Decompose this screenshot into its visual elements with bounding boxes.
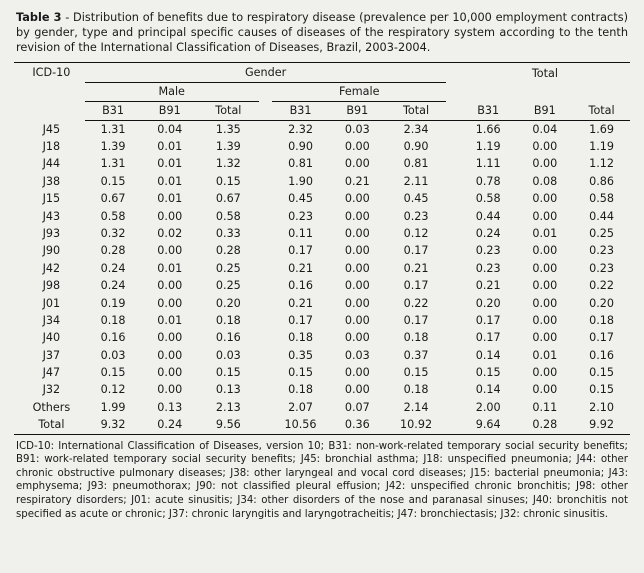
cell-female-total: 0.18: [403, 331, 429, 345]
cell-total-b31: 0.58: [475, 192, 501, 206]
table-row: [14, 347, 630, 364]
cell-total-b91: 0.01: [532, 348, 558, 362]
cell-spacer-b: [446, 312, 459, 329]
cell-total-b91: 0.00: [532, 192, 558, 206]
cell-male-total: 1.32: [215, 157, 241, 171]
header-total-blank: [460, 82, 630, 101]
col-total-b31: B31: [460, 101, 517, 120]
cell-spacer-b: [446, 242, 459, 259]
cell-spacer-b: [446, 155, 459, 172]
cell-female-b31: 0.21: [288, 296, 313, 310]
cell-total-b31: 0.21: [475, 279, 501, 293]
table-row: [14, 190, 630, 207]
cell-total-b91: 0.00: [532, 157, 558, 171]
cell-total-total: 0.18: [589, 313, 615, 327]
cell-male-total: 0.25: [215, 261, 241, 275]
cell-male-b91: 0.01: [157, 192, 183, 206]
cell-female-total: 2.14: [403, 400, 429, 414]
cell-spacer-b: [446, 173, 459, 190]
table-row: [14, 208, 630, 225]
cell-male-b91: 0.01: [157, 157, 183, 171]
cell-total-total: 1.12: [589, 157, 615, 171]
cell-total-total: 0.25: [589, 226, 615, 240]
cell-female-total: 0.21: [403, 261, 429, 275]
cell-female-b91: 0.00: [344, 192, 370, 206]
cell-female-b31: 0.18: [288, 331, 313, 345]
cell-total-total: 0.23: [589, 261, 615, 275]
table-row: [14, 225, 630, 242]
header-spacer-1: [259, 82, 272, 101]
cell-female-total: 2.34: [403, 122, 429, 136]
cell-spacer-a: [259, 242, 272, 259]
cell-total-b91: 0.00: [532, 261, 558, 275]
cell-spacer-a: [259, 416, 272, 434]
cell-male-b31: 0.18: [100, 313, 126, 327]
cell-spacer-a: [259, 312, 272, 329]
cell-female-b31: 0.81: [288, 157, 313, 171]
cell-male-b31: 1.39: [100, 139, 126, 153]
header-female: Female: [272, 82, 446, 101]
caption-dash: -: [61, 11, 74, 24]
cell-total-total: 0.20: [589, 296, 615, 310]
cell-female-b91: 0.00: [344, 296, 370, 310]
cell-total-b91: 0.00: [532, 331, 558, 345]
cell-male-b91: 0.00: [157, 331, 183, 345]
row-label: J37: [42, 348, 61, 362]
cell-total-total: 0.16: [589, 348, 615, 362]
cell-total-b91: 0.00: [532, 296, 558, 310]
col-female-b91: B91: [329, 101, 386, 120]
cell-female-b91: 0.00: [344, 209, 370, 223]
cell-total-total: 1.69: [589, 122, 615, 136]
header-row-columns: [14, 101, 630, 120]
cell-male-b91: 0.04: [157, 122, 183, 136]
cell-spacer-b: [446, 295, 459, 312]
cell-male-b91: 0.00: [157, 383, 183, 397]
cell-male-b91: 0.00: [157, 209, 183, 223]
row-label: J42: [42, 261, 61, 275]
cell-spacer-a: [259, 155, 272, 172]
cell-male-total: 1.39: [215, 139, 241, 153]
table-row: [14, 173, 630, 190]
cell-female-b31: 0.35: [288, 348, 313, 362]
cell-female-b31: 10.56: [272, 416, 329, 434]
cell-spacer-a: [259, 381, 272, 398]
cell-female-b91: 0.00: [344, 279, 370, 293]
cell-total-b31: 1.11: [475, 157, 501, 171]
cell-spacer-b: [446, 225, 459, 242]
cell-female-b31: 0.17: [288, 244, 313, 258]
row-label: J01: [42, 296, 61, 310]
cell-spacer-a: [259, 120, 272, 138]
cell-male-b31: 0.24: [100, 261, 126, 275]
cell-female-total: 0.12: [403, 226, 429, 240]
cell-female-b31: 0.16: [288, 279, 313, 293]
cell-total-total: 0.15: [589, 383, 615, 397]
cell-female-b31: 0.18: [288, 383, 313, 397]
table-number: Table 3: [16, 11, 62, 24]
cell-female-b91: 0.00: [344, 226, 370, 240]
cell-spacer-b: [446, 190, 459, 207]
cell-female-b31: 2.07: [288, 400, 313, 414]
cell-total-b31: 0.17: [475, 331, 501, 345]
cell-female-b91: 0.07: [344, 400, 370, 414]
cell-male-total: 0.13: [215, 383, 241, 397]
table-row: [14, 138, 630, 155]
cell-total-b91: 0.11: [532, 400, 558, 414]
cell-spacer-a: [259, 347, 272, 364]
cell-female-b31: 0.17: [288, 313, 313, 327]
cell-spacer-a: [259, 277, 272, 294]
cell-female-b31: 2.32: [288, 122, 313, 136]
cell-total-b91: 0.00: [532, 279, 558, 293]
cell-total-b31: 0.24: [475, 226, 501, 240]
cell-male-b31: 0.03: [100, 348, 126, 362]
cell-female-b91: 0.00: [344, 331, 370, 345]
cell-male-total: 0.03: [215, 348, 241, 362]
header-total: Total: [460, 62, 630, 82]
cell-total-total: 0.86: [589, 174, 615, 188]
cell-spacer-a: [259, 260, 272, 277]
cell-female-total: 0.90: [403, 139, 429, 153]
cell-total-b31: 0.23: [475, 261, 501, 275]
cell-male-total: 0.20: [215, 296, 241, 310]
cell-total-b31: 0.14: [475, 348, 501, 362]
cell-total-b31: 0.23: [475, 244, 501, 258]
table-row: [14, 399, 630, 416]
cell-female-total: 0.37: [403, 348, 429, 362]
cell-total-b91: 0.04: [532, 122, 558, 136]
header-male: Male: [85, 82, 259, 101]
cell-male-b31: 0.32: [100, 226, 126, 240]
cell-male-b91: 0.24: [141, 416, 198, 434]
cell-male-total: 0.58: [215, 209, 241, 223]
cell-male-total: 0.67: [215, 192, 241, 206]
cell-male-b31: 1.99: [100, 400, 126, 414]
cell-total-b31: 0.20: [475, 296, 501, 310]
cell-male-total: 0.28: [215, 244, 241, 258]
col-female-b31: B31: [272, 101, 329, 120]
cell-male-total: 0.33: [215, 226, 241, 240]
cell-total-b91: 0.00: [532, 383, 558, 397]
cell-male-b91: 0.00: [157, 279, 183, 293]
cell-male-total: 0.15: [215, 174, 241, 188]
cell-male-b31: 0.58: [100, 209, 126, 223]
cell-spacer-a: [259, 295, 272, 312]
table-row: [14, 312, 630, 329]
cell-male-b31: 9.32: [85, 416, 142, 434]
cell-total-b91: 0.00: [532, 313, 558, 327]
cell-female-b31: 0.11: [288, 226, 313, 240]
cell-female-b91: 0.03: [344, 348, 370, 362]
cell-total-b91: 0.00: [532, 139, 558, 153]
cell-male-b91: 0.00: [157, 296, 183, 310]
col-male-b31: B31: [85, 101, 142, 120]
row-label: J47: [42, 366, 61, 380]
cell-female-b91: 0.00: [344, 139, 370, 153]
cell-total-b31: 2.00: [475, 400, 501, 414]
table-row: [14, 329, 630, 346]
cell-female-total: 0.17: [403, 313, 429, 327]
cell-female-total: 0.17: [403, 279, 429, 293]
cell-female-b91: 0.00: [344, 313, 370, 327]
cell-spacer-b: [446, 138, 459, 155]
row-label: J34: [42, 313, 61, 327]
cell-male-b91: 0.01: [157, 313, 183, 327]
cell-female-b91: 0.00: [344, 244, 370, 258]
row-label: J38: [42, 174, 61, 188]
cell-male-total: 9.56: [198, 416, 259, 434]
cell-spacer-b: [446, 120, 459, 138]
cell-total-b31: 0.44: [475, 209, 501, 223]
cell-male-b91: 0.02: [157, 226, 183, 240]
header-spacer-3: [446, 82, 459, 101]
cell-spacer-b: [446, 347, 459, 364]
respiratory-disease-table: [14, 62, 630, 435]
cell-male-b31: 0.15: [100, 366, 126, 380]
cell-total-total: 0.58: [589, 192, 615, 206]
cell-male-b91: 0.00: [157, 366, 183, 380]
table-row: [14, 120, 630, 138]
cell-spacer-a: [259, 364, 272, 381]
cell-female-total: 0.22: [403, 296, 429, 310]
cell-female-b91: 0.00: [344, 261, 370, 275]
cell-male-total: 0.16: [215, 331, 241, 345]
cell-spacer-b: [446, 416, 459, 434]
cell-total-b91: 0.00: [532, 209, 558, 223]
table-footnote: ICD-10: International Classification of Diseases, version 10; B31: non-work-related temporary social security benefits; B91: work-related temporary social security benefits; J45: bronchial asthma; J18: unspecified pneumonia; J44: other chronic obstructive pulmonary diseases; J38: other laryngeal and vocal cord diseases; J15: bacterial pneumonia; J43: emphysema; J93: pneumothorax; J90: not classified pleural effusion; J42: unspecified chronic bronchitis; J98: other respiratory disorders; J01: acute sinusitis; J34: other disorders of the nose and paranasal sinuses; J40: bronchitis not specified as acute or chronic; J37: chronic laryngitis and laryngotracheitis; J47: bronchiectasis; J32: chronic sinusitis.: [16, 440, 628, 520]
col-female-total: Total: [386, 101, 447, 120]
row-label: J40: [42, 331, 61, 345]
cell-total-total: 9.92: [573, 416, 630, 434]
cell-male-b31: 1.31: [100, 157, 126, 171]
cell-female-total: 0.15: [403, 366, 429, 380]
row-label: Others: [32, 400, 71, 414]
table-row: [14, 155, 630, 172]
cell-total-total: 2.10: [589, 400, 615, 414]
header-spacer-4: [259, 101, 272, 120]
cell-spacer-b: [446, 364, 459, 381]
table-row: [14, 260, 630, 277]
header-icd10: ICD-10: [14, 62, 85, 120]
cell-female-b91: 0.21: [344, 174, 370, 188]
cell-total-b31: 0.15: [475, 366, 501, 380]
cell-total-b31: 0.78: [475, 174, 501, 188]
table-row-total: [14, 416, 630, 434]
table-row: [14, 242, 630, 259]
cell-total-b31: 0.14: [475, 383, 501, 397]
cell-female-b91: 0.00: [344, 383, 370, 397]
cell-total-b91: 0.01: [532, 226, 558, 240]
cell-male-b91: 0.00: [157, 244, 183, 258]
cell-male-total: 1.35: [215, 122, 241, 136]
cell-male-b31: 0.16: [100, 331, 126, 345]
cell-female-total: 10.92: [386, 416, 447, 434]
cell-male-b31: 0.67: [100, 192, 126, 206]
cell-total-b31: 0.17: [475, 313, 501, 327]
cell-female-b91: 0.03: [344, 122, 370, 136]
cell-female-b31: 0.45: [288, 192, 313, 206]
cell-male-b31: 0.15: [100, 174, 126, 188]
col-total-total: Total: [573, 101, 630, 120]
row-label: J32: [42, 383, 61, 397]
cell-total-b31: 1.19: [475, 139, 501, 153]
cell-spacer-b: [446, 277, 459, 294]
row-label: J44: [42, 157, 61, 171]
cell-male-b31: 0.24: [100, 279, 126, 293]
col-male-total: Total: [198, 101, 259, 120]
col-total-b91: B91: [517, 101, 574, 120]
cell-total-b91: 0.28: [517, 416, 574, 434]
cell-spacer-a: [259, 190, 272, 207]
cell-female-b31: 0.21: [288, 261, 313, 275]
header-row-subgroups: [14, 82, 630, 101]
cell-female-b31: 0.90: [288, 139, 313, 153]
cell-spacer-a: [259, 225, 272, 242]
cell-spacer-a: [259, 399, 272, 416]
row-label: J90: [42, 244, 61, 258]
cell-female-total: 0.17: [403, 244, 429, 258]
cell-total-b91: 0.00: [532, 366, 558, 380]
cell-male-total: 0.25: [215, 279, 241, 293]
cell-total-total: 0.15: [589, 366, 615, 380]
cell-spacer-a: [259, 208, 272, 225]
cell-male-b31: 0.28: [100, 244, 126, 258]
header-gender: Gender: [85, 62, 447, 82]
header-spacer-5: [446, 101, 459, 120]
cell-male-b91: 0.00: [157, 348, 183, 362]
cell-female-total: 0.18: [403, 383, 429, 397]
cell-male-total: 0.18: [215, 313, 241, 327]
cell-total-b31: 9.64: [460, 416, 517, 434]
cell-spacer-b: [446, 260, 459, 277]
cell-spacer-a: [259, 173, 272, 190]
row-label: J43: [42, 209, 61, 223]
cell-total-total: 0.17: [589, 331, 615, 345]
cell-spacer-b: [446, 399, 459, 416]
cell-male-b91: 0.01: [157, 139, 183, 153]
cell-spacer-a: [259, 329, 272, 346]
cell-total-total: 1.19: [589, 139, 615, 153]
table-row: [14, 364, 630, 381]
row-label: J18: [42, 139, 61, 153]
cell-male-b91: 0.01: [157, 261, 183, 275]
cell-total-b91: 0.00: [532, 244, 558, 258]
cell-spacer-b: [446, 208, 459, 225]
cell-female-b31: 1.90: [288, 174, 313, 188]
cell-total-total: 0.22: [589, 279, 615, 293]
table-row: [14, 277, 630, 294]
cell-total-b31: 1.66: [475, 122, 501, 136]
header-row-groups: [14, 62, 630, 82]
cell-female-b91: 0.00: [344, 157, 370, 171]
cell-female-b91: 0.00: [344, 366, 370, 380]
cell-total-b91: 0.08: [532, 174, 558, 188]
cell-total-total: 0.44: [589, 209, 615, 223]
cell-spacer-a: [259, 138, 272, 155]
cell-male-b91: 0.13: [157, 400, 183, 414]
row-label: Total: [14, 416, 85, 434]
cell-female-total: 0.45: [403, 192, 429, 206]
row-label: J93: [42, 226, 61, 240]
cell-female-total: 2.11: [403, 174, 429, 188]
cell-spacer-b: [446, 329, 459, 346]
cell-male-b91: 0.01: [157, 174, 183, 188]
table-row: [14, 295, 630, 312]
caption-text: Distribution of benefits due to respiratory disease (prevalence per 10,000 employment contracts) by gender, type and principal specific causes of diseases of the respiratory system according to the tenth revision of the International Classification of Diseases, Brazil, 2003-2004.: [16, 11, 628, 55]
cell-female-total: 0.23: [403, 209, 429, 223]
cell-male-b31: 0.19: [100, 296, 126, 310]
cell-spacer-b: [446, 381, 459, 398]
cell-female-total: 0.81: [403, 157, 429, 171]
row-label: J45: [42, 122, 61, 136]
cell-female-b31: 0.15: [288, 366, 313, 380]
table-row: [14, 381, 630, 398]
row-label: J15: [42, 192, 61, 206]
cell-male-total: 0.15: [215, 366, 241, 380]
row-label: J98: [42, 279, 61, 293]
cell-male-total: 2.13: [215, 400, 241, 414]
col-male-b91: B91: [141, 101, 198, 120]
cell-male-b31: 0.12: [100, 383, 126, 397]
table-caption: [16, 10, 628, 56]
cell-female-b31: 0.23: [288, 209, 313, 223]
header-spacer-2: [446, 62, 459, 82]
cell-male-b31: 1.31: [100, 122, 126, 136]
cell-female-b91: 0.36: [329, 416, 386, 434]
cell-total-total: 0.23: [589, 244, 615, 258]
